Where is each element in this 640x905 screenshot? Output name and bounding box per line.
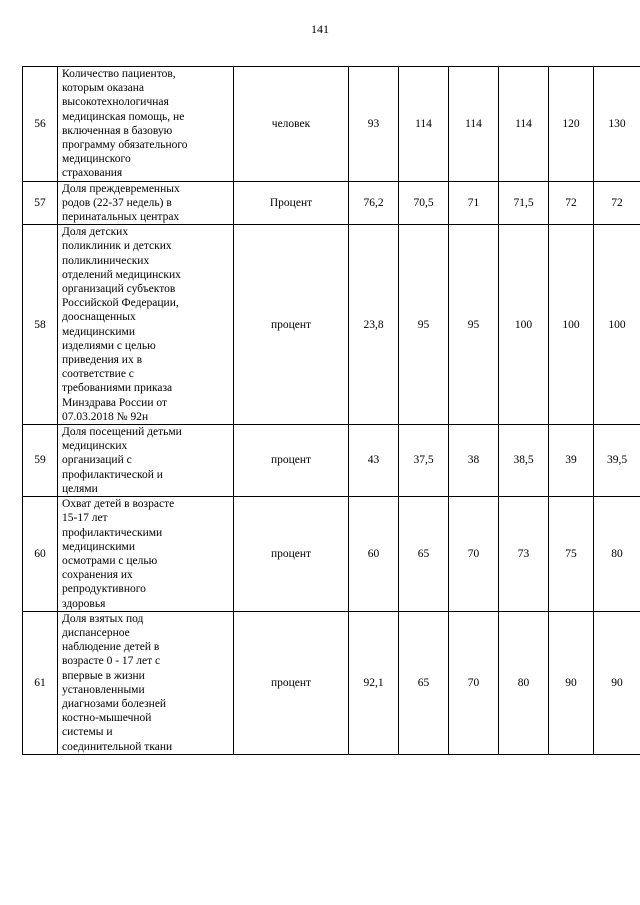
indicator-name-line: требованиями приказа	[62, 382, 173, 395]
value-cell: 92,1	[349, 611, 399, 754]
value-cell: 75	[549, 497, 594, 612]
indicator-name-line: костно-мышечной	[62, 712, 152, 725]
indicator-name-line: медицинскими	[62, 325, 135, 338]
value-cell: 80	[594, 497, 640, 612]
indicator-name-line: соединительной ткани	[62, 740, 173, 753]
indicator-name-line: медицинская помощь, не	[62, 110, 185, 123]
indicator-name-line: отделений медицинских	[62, 268, 181, 281]
value-cell: 72	[549, 181, 594, 225]
value-cell: 100	[499, 225, 549, 425]
unit-cell: процент	[234, 425, 349, 497]
indicator-name	[58, 425, 234, 497]
value-cell: 120	[549, 67, 594, 182]
table-row	[23, 181, 640, 225]
row-number: 58	[23, 225, 58, 425]
value-cell: 38	[449, 425, 499, 497]
indicator-name-line: дооснащенных	[62, 311, 136, 324]
value-cell: 76,2	[349, 181, 399, 225]
indicator-name-line: Российской Федерации,	[62, 297, 179, 310]
value-cell: 23,8	[349, 225, 399, 425]
value-cell: 71,5	[499, 181, 549, 225]
value-cell: 37,5	[399, 425, 449, 497]
indicator-name	[58, 497, 234, 612]
unit-cell: человек	[234, 67, 349, 182]
value-cell: 70,5	[399, 181, 449, 225]
indicator-name	[58, 225, 234, 425]
value-cell: 60	[349, 497, 399, 612]
value-cell: 39,5	[594, 425, 640, 497]
indicator-name-line: высокотехнологичная	[62, 96, 169, 109]
indicator-name-line: сохранения их	[62, 569, 133, 582]
table-row	[23, 611, 640, 754]
value-cell: 80	[499, 611, 549, 754]
indicator-name-line: профилактической и	[62, 468, 163, 481]
indicator-name-line: программу обязательного	[62, 139, 188, 152]
unit-cell: процент	[234, 225, 349, 425]
indicator-name-line: медицинских	[62, 440, 128, 453]
value-cell: 43	[349, 425, 399, 497]
unit-cell: процент	[234, 611, 349, 754]
row-number: 59	[23, 425, 58, 497]
indicator-name-line: поликлинических	[62, 254, 150, 267]
indicator-name-line: медицинскими	[62, 540, 135, 553]
indicator-name-line: наблюдение детей в	[62, 641, 160, 654]
value-cell: 70	[449, 497, 499, 612]
value-cell: 95	[449, 225, 499, 425]
indicator-name-line: установленными	[62, 683, 145, 696]
value-cell: 38,5	[499, 425, 549, 497]
indicator-name-line: системы и	[62, 726, 113, 739]
table-row	[23, 497, 640, 612]
indicator-name-line: изделиями с целью	[62, 339, 156, 352]
value-cell: 100	[594, 225, 640, 425]
indicator-name-line: диагнозами болезней	[62, 697, 167, 710]
indicator-name-line: Доля преждевременных	[62, 182, 180, 195]
indicator-name-line: включенная в базовую	[62, 124, 173, 137]
value-cell: 90	[549, 611, 594, 754]
value-cell: 70	[449, 611, 499, 754]
indicators-table	[22, 66, 640, 755]
indicator-name-line: организаций с	[62, 454, 132, 467]
value-cell: 130	[594, 67, 640, 182]
indicator-name-line: соответствие с	[62, 368, 134, 381]
value-cell: 100	[549, 225, 594, 425]
indicator-name	[58, 181, 234, 225]
value-cell: 95	[399, 225, 449, 425]
indicator-name-line: впервые в жизни	[62, 669, 145, 682]
indicator-name-line: которым оказана	[62, 82, 145, 95]
value-cell: 65	[399, 611, 449, 754]
indicator-name-line: 07.03.2018 № 92н	[62, 410, 149, 423]
indicator-name-line: приведения их в	[62, 354, 143, 367]
row-number: 61	[23, 611, 58, 754]
value-cell: 114	[449, 67, 499, 182]
indicator-name-line: репродуктивного	[62, 583, 146, 596]
value-cell: 71	[449, 181, 499, 225]
indicator-name-line: Количество пациентов,	[62, 68, 176, 80]
value-cell: 72	[594, 181, 640, 225]
indicator-name-line: 15-17 лет	[62, 512, 108, 525]
indicator-name-line: Доля взятых под	[62, 612, 144, 625]
indicator-name-line: целями	[62, 482, 98, 495]
indicator-name-line: медицинского	[62, 153, 131, 166]
indicator-name-line: перинатальных центрах	[62, 211, 180, 224]
table-row	[23, 425, 640, 497]
table-row	[23, 225, 640, 425]
unit-cell: Процент	[234, 181, 349, 225]
value-cell: 114	[499, 67, 549, 182]
indicator-name-line: поликлиник и детских	[62, 240, 172, 253]
value-cell: 65	[399, 497, 449, 612]
indicator-name-line: здоровья	[62, 597, 106, 610]
indicator-name	[58, 67, 234, 182]
indicator-name-line: профилактическими	[62, 526, 163, 539]
row-number: 57	[23, 181, 58, 225]
indicator-name-line: Охват детей в возрасте	[62, 498, 175, 511]
indicator-name-line: возрасте 0 - 17 лет с	[62, 655, 161, 668]
page-number: 141	[311, 22, 329, 36]
value-cell: 73	[499, 497, 549, 612]
indicator-name-line: организаций субъектов	[62, 283, 176, 296]
indicator-name-line: Минздрава России от	[62, 396, 167, 409]
value-cell: 90	[594, 611, 640, 754]
table-row	[23, 67, 640, 182]
unit-cell: процент	[234, 497, 349, 612]
indicator-name-line: родов (22-37 недель) в	[62, 196, 172, 209]
indicator-name-line: Доля посещений детьми	[62, 426, 182, 439]
value-cell: 93	[349, 67, 399, 182]
indicator-name-line: диспансерное	[62, 626, 130, 639]
row-number: 56	[23, 67, 58, 182]
indicator-name	[58, 611, 234, 754]
value-cell: 114	[399, 67, 449, 182]
row-number: 60	[23, 497, 58, 612]
indicator-name-line: осмотрами с целью	[62, 554, 158, 567]
value-cell: 39	[549, 425, 594, 497]
indicator-name-line: Доля детских	[62, 226, 129, 239]
indicator-name-line: страхования	[62, 167, 123, 180]
